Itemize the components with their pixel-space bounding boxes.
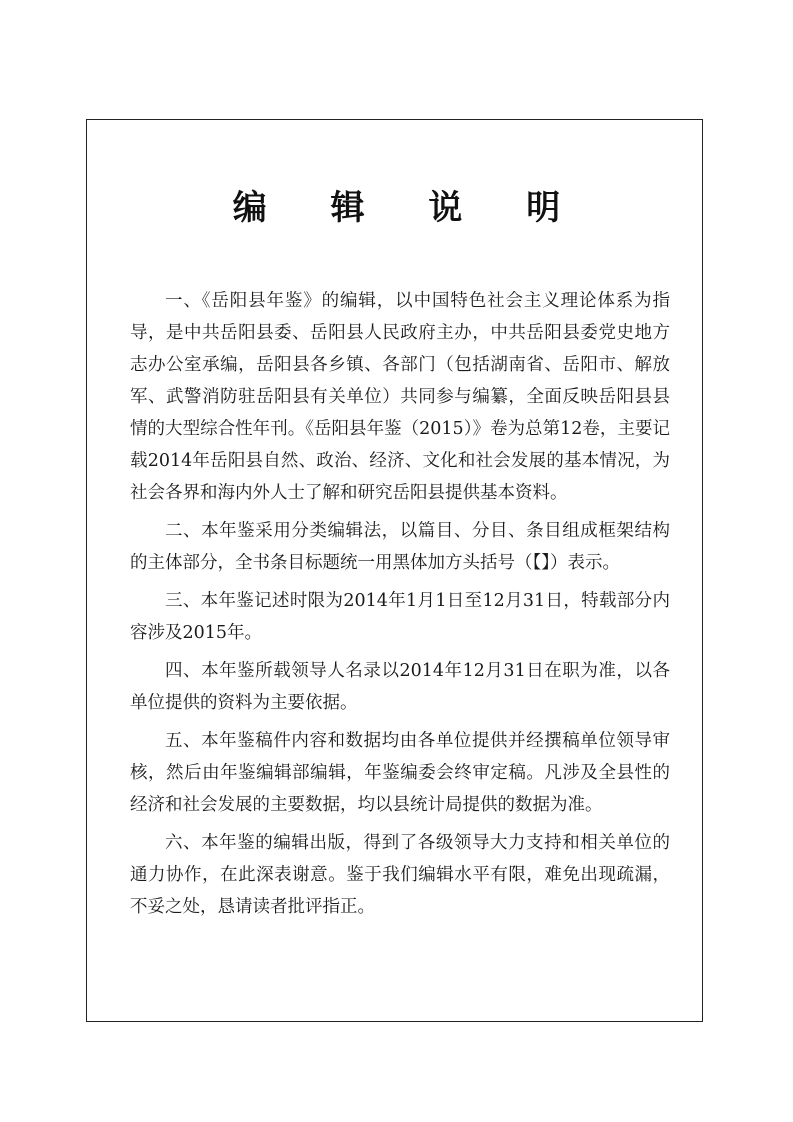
paragraph-3: 三、本年鉴记述时限为2014年1月1日至12月31日，特载部分内容涉及2015年。 xyxy=(130,591,670,643)
paragraph-4: 四、本年鉴所载领导人名录以2014年12月31日在职为准，以各单位提供的资料为主要依据。 xyxy=(130,661,670,713)
editorial-notes-body xyxy=(130,285,670,929)
paragraph-2: 二、本年鉴采用分类编辑法，以篇目、分目、条目组成框架结构的主体部分，全书条目标题统一用黑体加方头括号（【】）表示。 xyxy=(130,521,670,573)
paragraph-5: 五、本年鉴稿件内容和数据均由各单位提供并经撰稿单位领导审核，然后由年鉴编辑部编辑，年鉴编委会终审定稿。凡涉及全县性的经济和社会发展的主要数据，均以县统计局提供的数据为准。 xyxy=(130,731,670,815)
page-title: 编 辑 说 明 xyxy=(232,188,587,228)
paragraph-6: 六、本年鉴的编辑出版，得到了各级领导大力支持和相关单位的通力协作，在此深表谢意。鉴于我们编辑水平有限，难免出现疏漏，不妥之处，恳请读者批评指正。 xyxy=(130,833,670,917)
paragraph-1: 一、《岳阳县年鉴》的编辑，以中国特色社会主义理论体系为指导，是中共岳阳县委、岳阳县人民政府主办，中共岳阳县委党史地方志办公室承编，岳阳县各乡镇、各部门（包括湖南省、岳阳市、解放军、武警消防驻岳阳县有关单位）共同参与编纂，全面反映岳阳县县情的大型综合性年刊。《岳阳县年鉴（2015）》卷为总第12卷，主要记载2014年岳阳县自然、政治、经济、文化和社会发展的基本情况，为社会各界和海内外人士了解和研究岳阳县提供基本资料。 xyxy=(130,291,670,503)
